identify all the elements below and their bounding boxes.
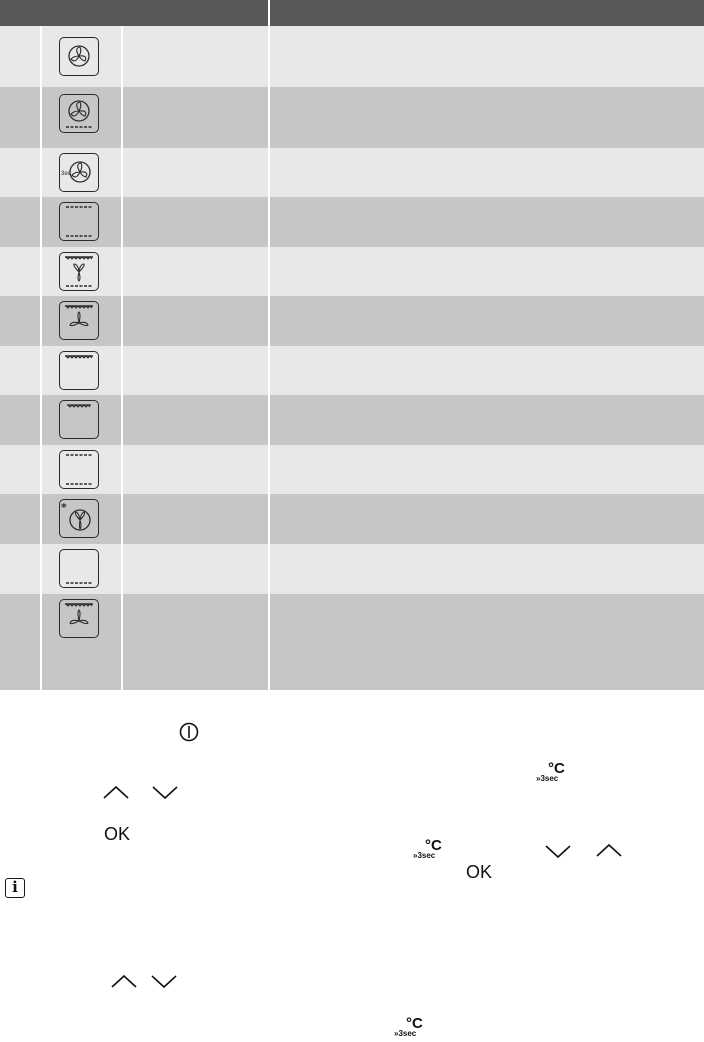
table-row (0, 395, 704, 445)
grill-fan-bottom-icon (59, 252, 99, 291)
table-row (0, 197, 704, 247)
ok-button-icon: OK (104, 824, 131, 844)
chevron-up-icon (103, 785, 129, 799)
svg-text:3ec: 3ec (61, 171, 71, 177)
column-divider (268, 26, 270, 690)
table-row (0, 346, 704, 395)
bottom-heat-icon (59, 450, 99, 489)
table-header (0, 0, 704, 26)
info-icon: i (5, 878, 25, 898)
chevron-down-icon (152, 786, 178, 800)
table-row (0, 544, 704, 594)
temperature-3sec-icon: °C »3sec (536, 760, 565, 783)
fan-ring-3sec-icon (59, 153, 99, 192)
chevron-down-icon (151, 975, 177, 989)
table-row (0, 247, 704, 296)
bottom-heat-only-icon (59, 549, 99, 588)
svg-text:*: * (61, 501, 67, 514)
grill-fan-icon (59, 301, 99, 340)
temperature-3sec-icon: °C »3sec (413, 837, 442, 860)
column-divider (40, 26, 42, 690)
grill-icon (59, 400, 99, 439)
full-grill-icon (59, 351, 99, 390)
header-divider (268, 0, 270, 26)
ok-button-icon: OK (466, 862, 493, 882)
table-row (0, 87, 704, 148)
fan-ring-icon (59, 37, 99, 76)
fan-ring-bottom-heat-icon (59, 94, 99, 133)
table-row (0, 148, 704, 197)
chevron-up-icon (111, 974, 137, 988)
turbo-grill-icon (59, 599, 99, 638)
table-row (0, 26, 704, 87)
chevron-down-icon (545, 845, 571, 859)
table-row (0, 296, 704, 346)
power-icon (178, 721, 200, 743)
temperature-3sec-icon: °C »3sec (394, 1015, 423, 1038)
defrost-icon (59, 499, 99, 538)
top-bottom-heat-icon (59, 202, 99, 241)
column-divider (121, 26, 123, 690)
table-row (0, 445, 704, 494)
chevron-up-icon (596, 843, 622, 857)
table-row (0, 494, 704, 544)
table-row (0, 594, 704, 690)
